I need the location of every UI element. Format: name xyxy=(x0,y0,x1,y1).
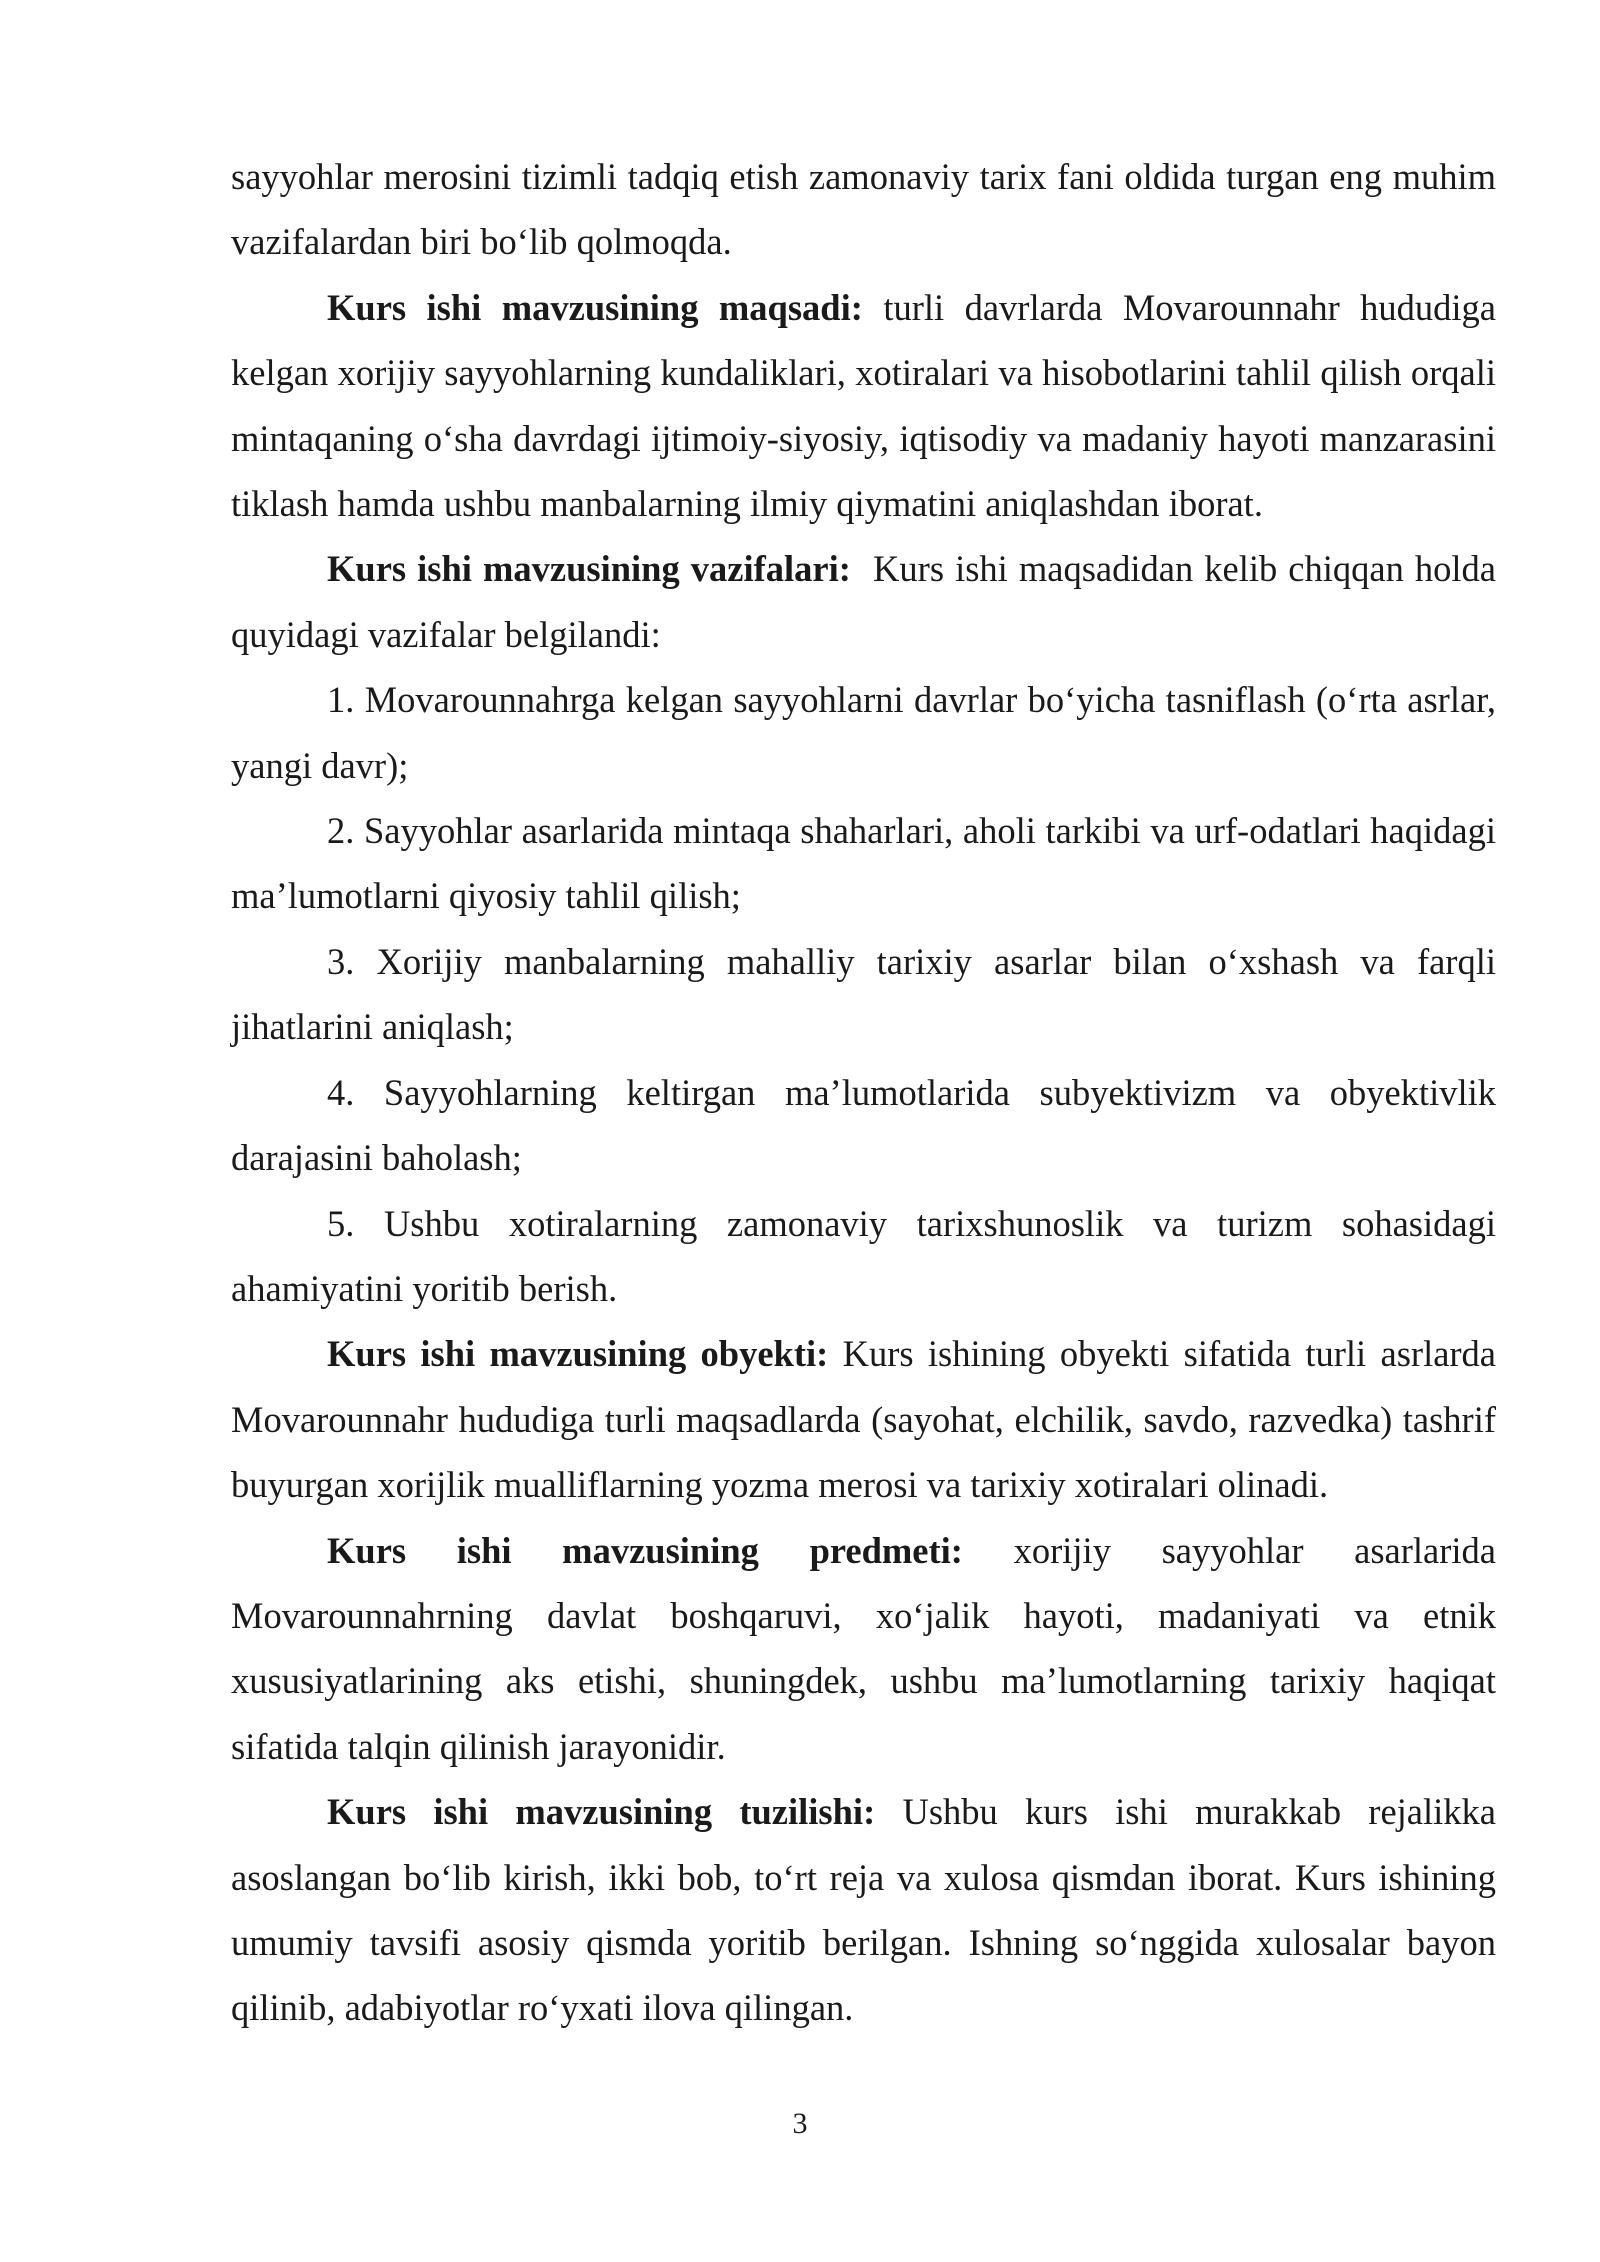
task-item-1 xyxy=(231,667,1496,798)
structure-label: Kurs ishi mavzusining tuzilishi: xyxy=(327,1791,876,1833)
goal-text: turli davrlarda Movarounnahr hududiga kelgan xorijiy sayyohlarning kundaliklari, xotiralari va hisobotlarini tahlil qilish orqali mintaqaning o‘sha davrdagi ijtimoiy-siyosiy, iqtisodiy va madaniy hayoti manzarasini tiklash hamda ushbu manbalarning ilmiy qiymatini aniqlashdan iborat. xyxy=(231,286,1496,525)
task-item-number: 1. xyxy=(327,679,355,721)
task-item-number: 2. xyxy=(327,810,355,852)
subject-paragraph xyxy=(231,1518,1496,1780)
task-item-text: Movarounnahrga kelgan sayyohlarni davrlar bo‘yicha tasniflash (o‘rta asrlar, yangi davr); xyxy=(231,679,1496,786)
goal-label: Kurs ishi mavzusining maqsadi: xyxy=(327,286,863,328)
task-item-number: 4. xyxy=(327,1071,355,1113)
task-item-2 xyxy=(231,798,1496,929)
tasks-text: Kurs ishi maqsadidan kelib chiqqan holda quyidagi vazifalar belgilandi: xyxy=(231,548,1506,655)
task-item-number: 5. xyxy=(327,1202,355,1244)
task-item-text: Xorijiy manbalarning mahalliy tarixiy asarlar bilan o‘xshash va farqli jihatlarini aniqlash; xyxy=(231,940,1496,1048)
task-item-5 xyxy=(231,1191,1496,1322)
tasks-paragraph xyxy=(231,536,1506,667)
task-item-text: Sayyohlarning keltirgan ma’lumotlarida subyektivizm va obyektivlik darajasini baholash; xyxy=(231,1071,1496,1179)
document-page xyxy=(231,144,1506,2041)
goal-paragraph xyxy=(231,275,1496,537)
task-item-4 xyxy=(231,1060,1496,1191)
tasks-label: Kurs ishi mavzusining vazifalari: xyxy=(327,548,851,590)
task-item-3 xyxy=(231,929,1496,1060)
task-item-number: 3. xyxy=(327,940,355,982)
structure-text: Ushbu kurs ishi murakkab rejalikka asoslangan bo‘lib kirish, ikki bob, to‘rt reja va xulosa qismdan iborat. Kurs ishining umumiy tavsifi asosiy qismda yoritib berilgan. Ishning so‘nggida xulosalar bayon qilinib, adabiyotlar ro‘yxati ilova qilingan. xyxy=(231,1791,1496,2029)
task-item-text: Ushbu xotiralarning zamonaviy tarixshunoslik va turizm sohasidagi ahamiyatini yoritib berish. xyxy=(231,1202,1496,1309)
object-label: Kurs ishi mavzusining obyekti: xyxy=(327,1333,829,1375)
structure-paragraph xyxy=(231,1779,1496,2041)
object-paragraph xyxy=(231,1321,1496,1517)
subject-label: Kurs ishi mavzusining predmeti: xyxy=(327,1529,963,1571)
page-number: 3 xyxy=(792,2107,808,2140)
object-text: Kurs ishining obyekti sifatida turli asrlarda Movarounnahr hududiga turli maqsadlarda (sayohat, elchilik, savdo, razvedka) tashrif buyurgan xorijlik mualliflarning yozma merosi va tarixiy xotiralari olinadi. xyxy=(231,1333,1497,1506)
intro-paragraph: sayyohlar merosini tizimli tadqiq etish zamonaviy tarix fani oldida turgan eng muhim vazifalardan biri bo‘lib qolmoqda. xyxy=(231,156,1496,263)
task-item-text: Sayyohlar asarlarida mintaqa shaharlari, aholi tarkibi va urf-odatlari haqidagi ma’lumotlarni qiyosiy tahlil qilish; xyxy=(231,810,1496,917)
subject-text: xorijiy sayyohlar asarlarida Movarounnahrning davlat boshqaruvi, xo‘jalik hayoti, madaniyati va etnik xususiyatlarining aks etishi, shuningdek, ushbu ma’lumotlarning tarixiy haqiqat sifatida talqin qilinish jarayonidir. xyxy=(231,1529,1496,1767)
